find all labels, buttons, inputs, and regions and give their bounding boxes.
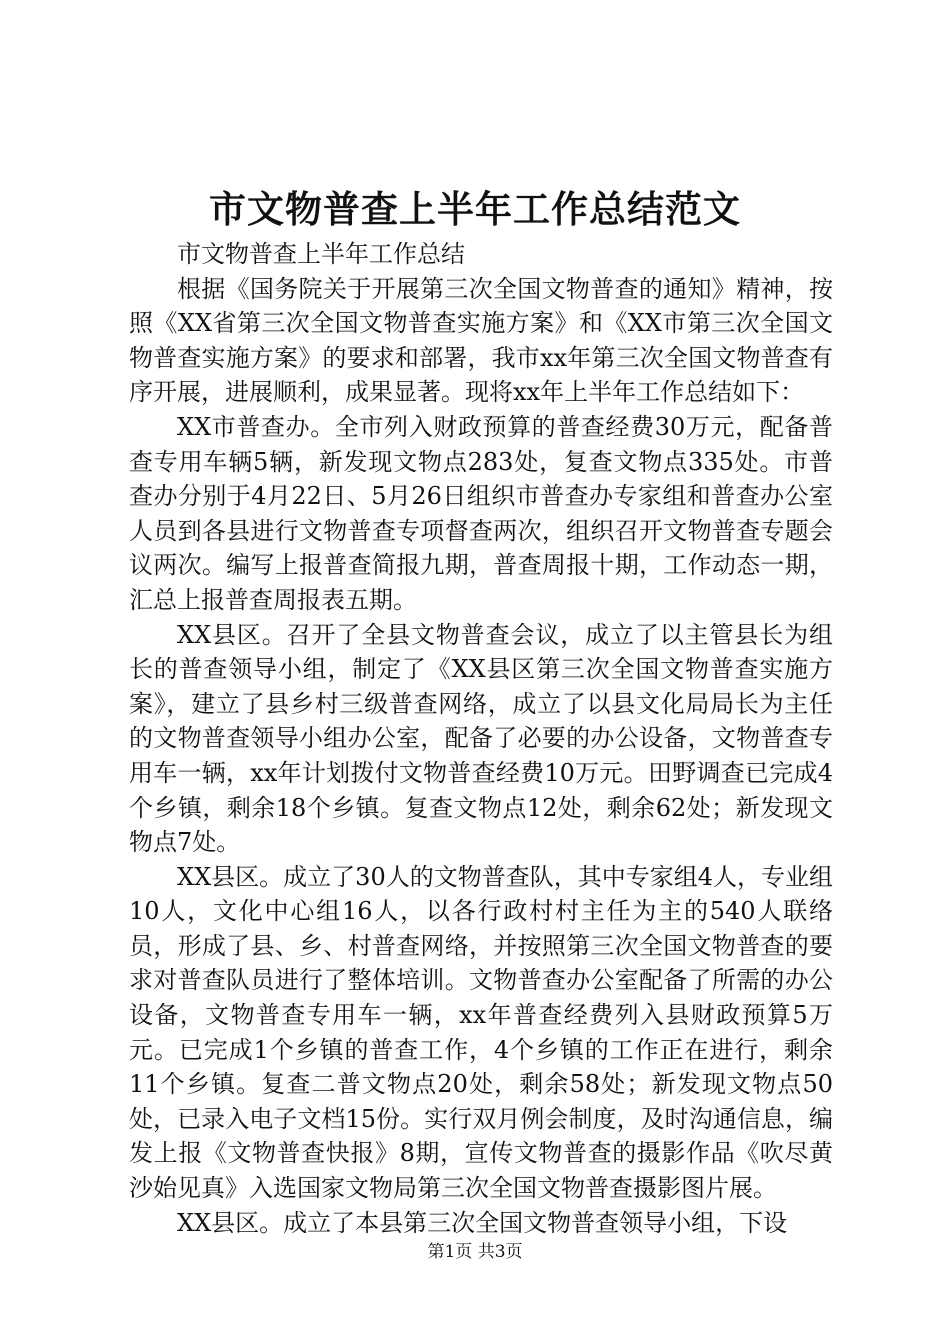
document-body: [129, 237, 833, 1240]
paragraph-county-2: XX县区。成立了30人的文物普查队，其中专家组4人，专业组10人，文化中心组16人，以各行政村村主任为主的540人联络员，形成了县、乡、村普查网络，并按照第三次全国文物普查的要求对普查队员进行了整体培训。文物普查办公室配备了所需的办公设备，文物普查专用车一辆，xx年普查经费列入县财政预算5万元。已完成1个乡镇的普查工作，4个乡镇的工作正在进行，剩余11个乡镇。复查二普文物点20处，剩余58处；新发现文物点50处，已录入电子文档15份。实行双月例会制度，及时沟通信息，编发上报《文物普查快报》8期，宣传文物普查的摄影作品《吹尽黄沙始见真》入选国家文物局第三次全国文物普查摄影图片展。: [129, 862, 833, 1203]
document-title: 市文物普查上半年工作总结范文: [209, 187, 741, 231]
paragraph-subtitle: 市文物普查上半年工作总结: [177, 240, 465, 268]
paragraph-city-office: XX市普查办。全市列入财政预算的普查经费30万元，配备普查专用车辆5辆，新发现文物点283处，复查文物点335处。市普查办分别于4月22日、5月26日组织市普查办专家组和普查办公室人员到各县进行文物普查专项督查两次，组织召开文物普查专题会议两次。编写上报普查简报九期，普查周报十期，工作动态一期，汇总上报普查周报表五期。: [129, 412, 833, 614]
paragraph-intro: 根据《国务院关于开展第三次全国文物普查的通知》精神，按照《XX省第三次全国文物普查实施方案》和《XX市第三次全国文物普查实施方案》的要求和部署，我市xx年第三次全国文物普查有序开展，进展顺利，成果显著。现将xx年上半年工作总结如下：: [129, 274, 833, 407]
paragraph-county-3: XX县区。成立了本县第三次全国文物普查领导小组，下设: [177, 1208, 788, 1237]
page-number-footer: 第1页 共3页: [427, 1242, 523, 1262]
paragraph-county-1: XX县区。召开了全县文物普查会议，成立了以主管县长为组长的普查领导小组，制定了《XX县区第三次全国文物普查实施方案》，建立了县乡村三级普查网络，成立了以县文化局局长为主任的文物普查领导小组办公室，配备了必要的办公设备，文物普查专用车一辆，xx年计划拨付文物普查经费10万元。田野调查已完成4个乡镇，剩余18个乡镇。复查文物点12处，剩余62处；新发现文物点7处。: [129, 620, 833, 857]
